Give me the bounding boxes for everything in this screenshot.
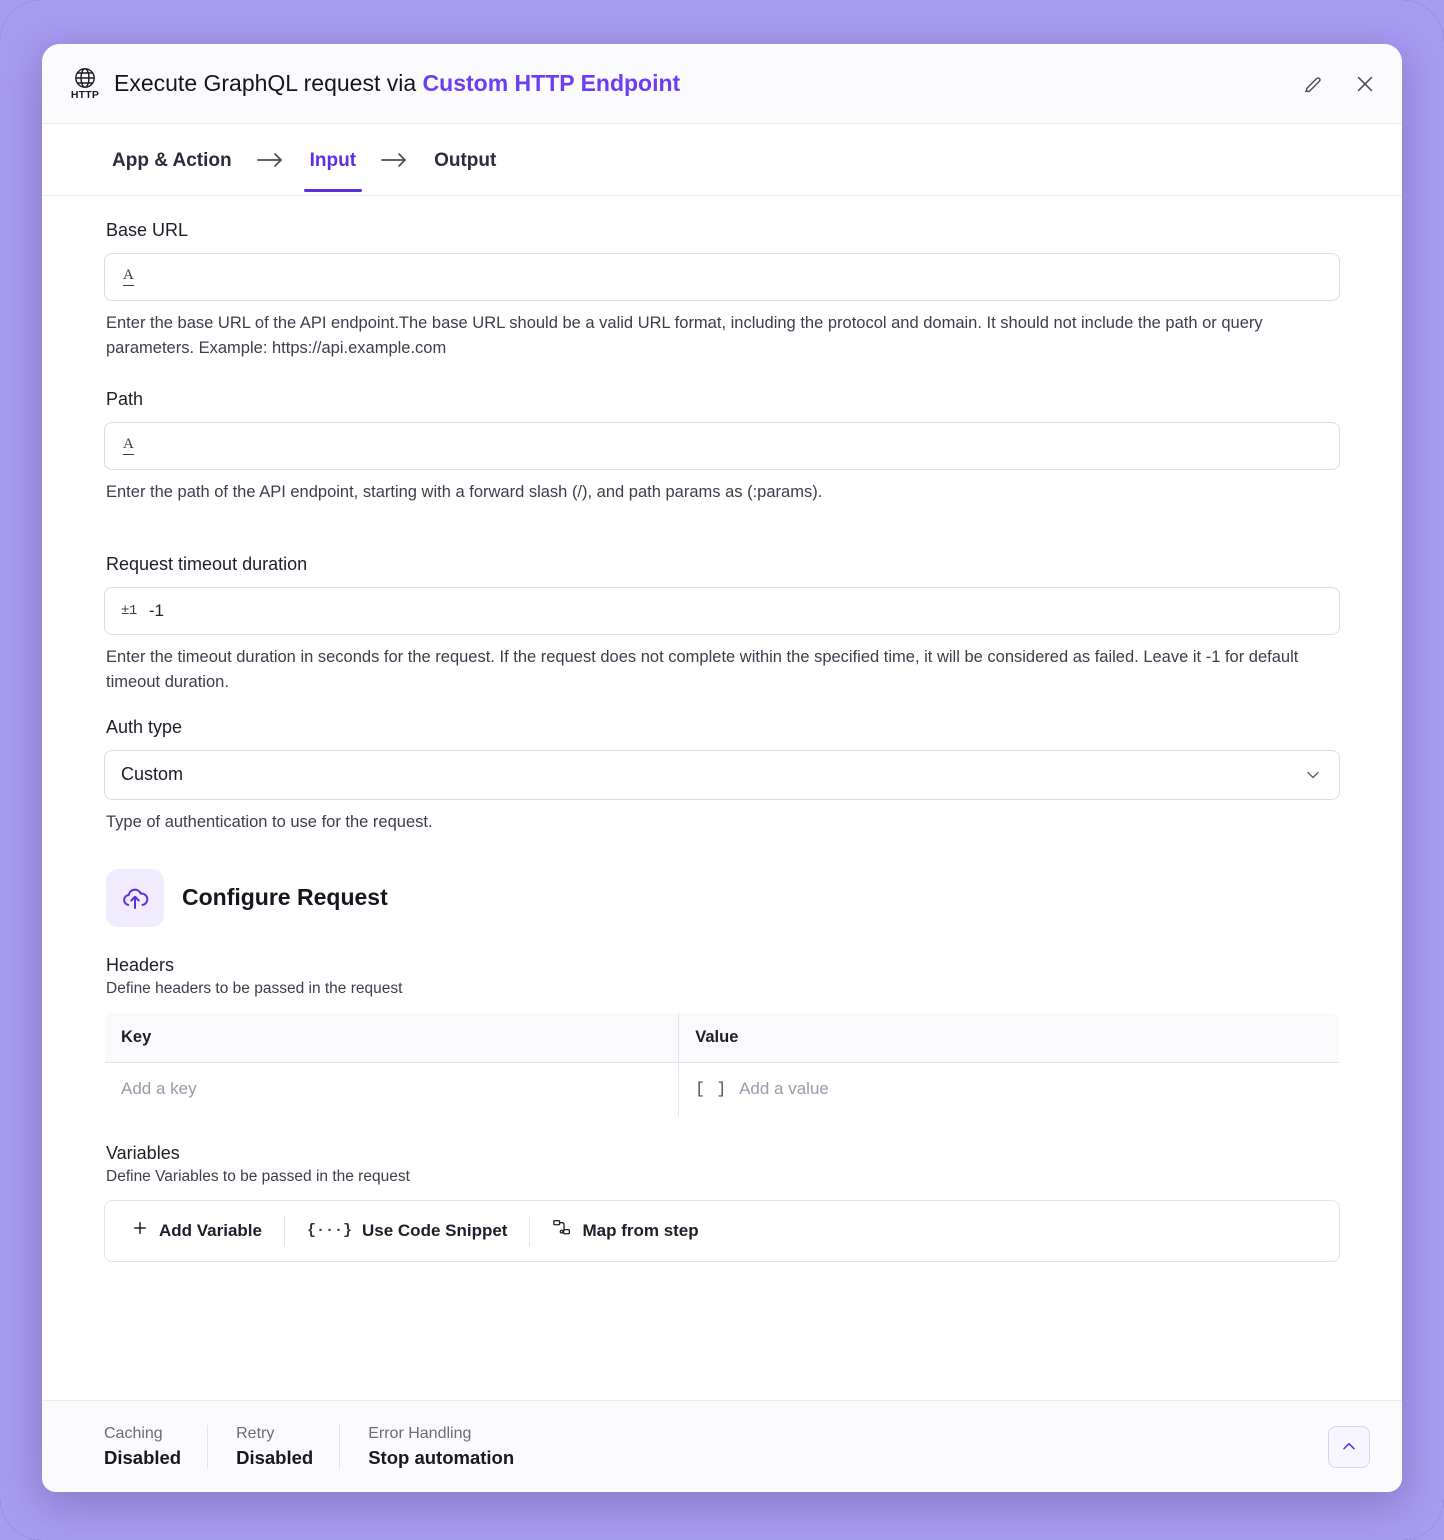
add-variable-button[interactable]: [109, 1214, 284, 1248]
variables-actions-row: [104, 1200, 1340, 1262]
variables-description: Define Variables to be passed in the request: [106, 1167, 410, 1185]
base-url-input[interactable]: [104, 253, 1340, 301]
modal-body: [42, 196, 1402, 1400]
tab-arrow-icon-1: [256, 152, 286, 168]
footer-error-handling[interactable]: [339, 1425, 540, 1469]
modal-header: [42, 44, 1402, 124]
add-variable-label: Add Variable: [159, 1220, 262, 1240]
table-row: [105, 1062, 1340, 1116]
cloud-upload-icon: [106, 869, 164, 927]
auth-type-select[interactable]: [104, 750, 1340, 800]
variables-label: Variables: [106, 1142, 180, 1163]
page-title-prefix: Execute GraphQL request via: [114, 70, 423, 96]
footer-retry-label: Retry: [236, 1424, 275, 1442]
http-globe-icon: HTTP: [64, 63, 106, 105]
map-from-step-label: Map from step: [582, 1220, 699, 1240]
tab-app-and-action[interactable]: App & Action: [112, 149, 232, 171]
action-config-modal: [42, 44, 1402, 1492]
close-icon[interactable]: [1352, 71, 1378, 97]
headers-label: Headers: [106, 954, 175, 975]
timeout-hint: Enter the timeout duration in seconds for the request. If the request does not complete within the specified time, it will be considered as failed. Leave it -1 for default timeout duration.: [106, 648, 1299, 691]
path-label: Path: [106, 388, 144, 409]
headers-column-value: Value: [679, 1012, 1340, 1062]
base-url-label: Base URL: [106, 220, 189, 240]
footer-retry[interactable]: [207, 1425, 339, 1469]
tab-input[interactable]: Input: [308, 128, 358, 192]
base-url-hint: Enter the base URL of the API endpoint.The base URL should be a valid URL format, including the protocol and domain. It should not include the path or query parameters. Example: https://api.example.com: [106, 314, 1263, 357]
header-actions: [1300, 71, 1378, 97]
tab-arrow-icon-2: [380, 152, 410, 168]
number-type-icon: ±1: [121, 603, 137, 620]
footer-caching-value: Disabled: [104, 1446, 182, 1468]
headers-column-key: Key: [105, 1012, 679, 1062]
timeout-value: -1: [148, 601, 164, 621]
auth-type-hint: Type of authentication to use for the request.: [106, 812, 433, 831]
header-key-input[interactable]: Add a key: [105, 1062, 679, 1116]
pencil-icon[interactable]: [1300, 71, 1326, 97]
headers-table: [104, 1012, 1340, 1117]
chevron-up-icon[interactable]: [1328, 1426, 1370, 1468]
configure-request-header: [106, 869, 1340, 927]
array-type-icon: [ ]: [695, 1080, 728, 1098]
header-value-input[interactable]: Add a value: [739, 1079, 829, 1098]
headers-description: Define headers to be passed in the request: [106, 979, 403, 997]
map-from-step-button[interactable]: [530, 1214, 720, 1248]
tab-output[interactable]: Output: [434, 149, 497, 171]
plus-icon: [131, 1219, 149, 1242]
footer-caching[interactable]: [104, 1425, 207, 1469]
timeout-label: Request timeout duration: [106, 554, 308, 575]
chevron-down-icon: [1303, 765, 1323, 785]
map-step-icon: [552, 1219, 572, 1242]
path-hint: Enter the path of the API endpoint, starting with a forward slash (/), and path params as (:params).: [106, 482, 823, 501]
path-input[interactable]: [104, 422, 1340, 470]
configure-request-title: Configure Request: [182, 884, 388, 910]
code-snippet-icon: {···}: [306, 1222, 352, 1239]
footer-error-handling-label: Error Handling: [368, 1424, 472, 1442]
text-type-icon: A: [123, 437, 134, 455]
text-type-icon: A: [123, 268, 134, 286]
wizard-tabs: [42, 124, 1402, 196]
auth-type-label: Auth type: [106, 716, 183, 737]
page-title: [114, 70, 680, 97]
page-title-app: Custom HTTP Endpoint: [422, 70, 681, 96]
use-code-snippet-button[interactable]: [285, 1214, 529, 1248]
modal-footer: [42, 1400, 1402, 1492]
footer-retry-value: Disabled: [236, 1446, 314, 1468]
footer-error-handling-value: Stop automation: [368, 1446, 515, 1468]
headers-table-head-row: [105, 1012, 1340, 1062]
footer-caching-label: Caching: [104, 1424, 163, 1442]
use-code-snippet-label: Use Code Snippet: [362, 1220, 508, 1240]
auth-type-selected-value: Custom: [121, 764, 184, 785]
timeout-input[interactable]: [104, 587, 1340, 635]
header-value-cell[interactable]: [679, 1062, 1340, 1116]
